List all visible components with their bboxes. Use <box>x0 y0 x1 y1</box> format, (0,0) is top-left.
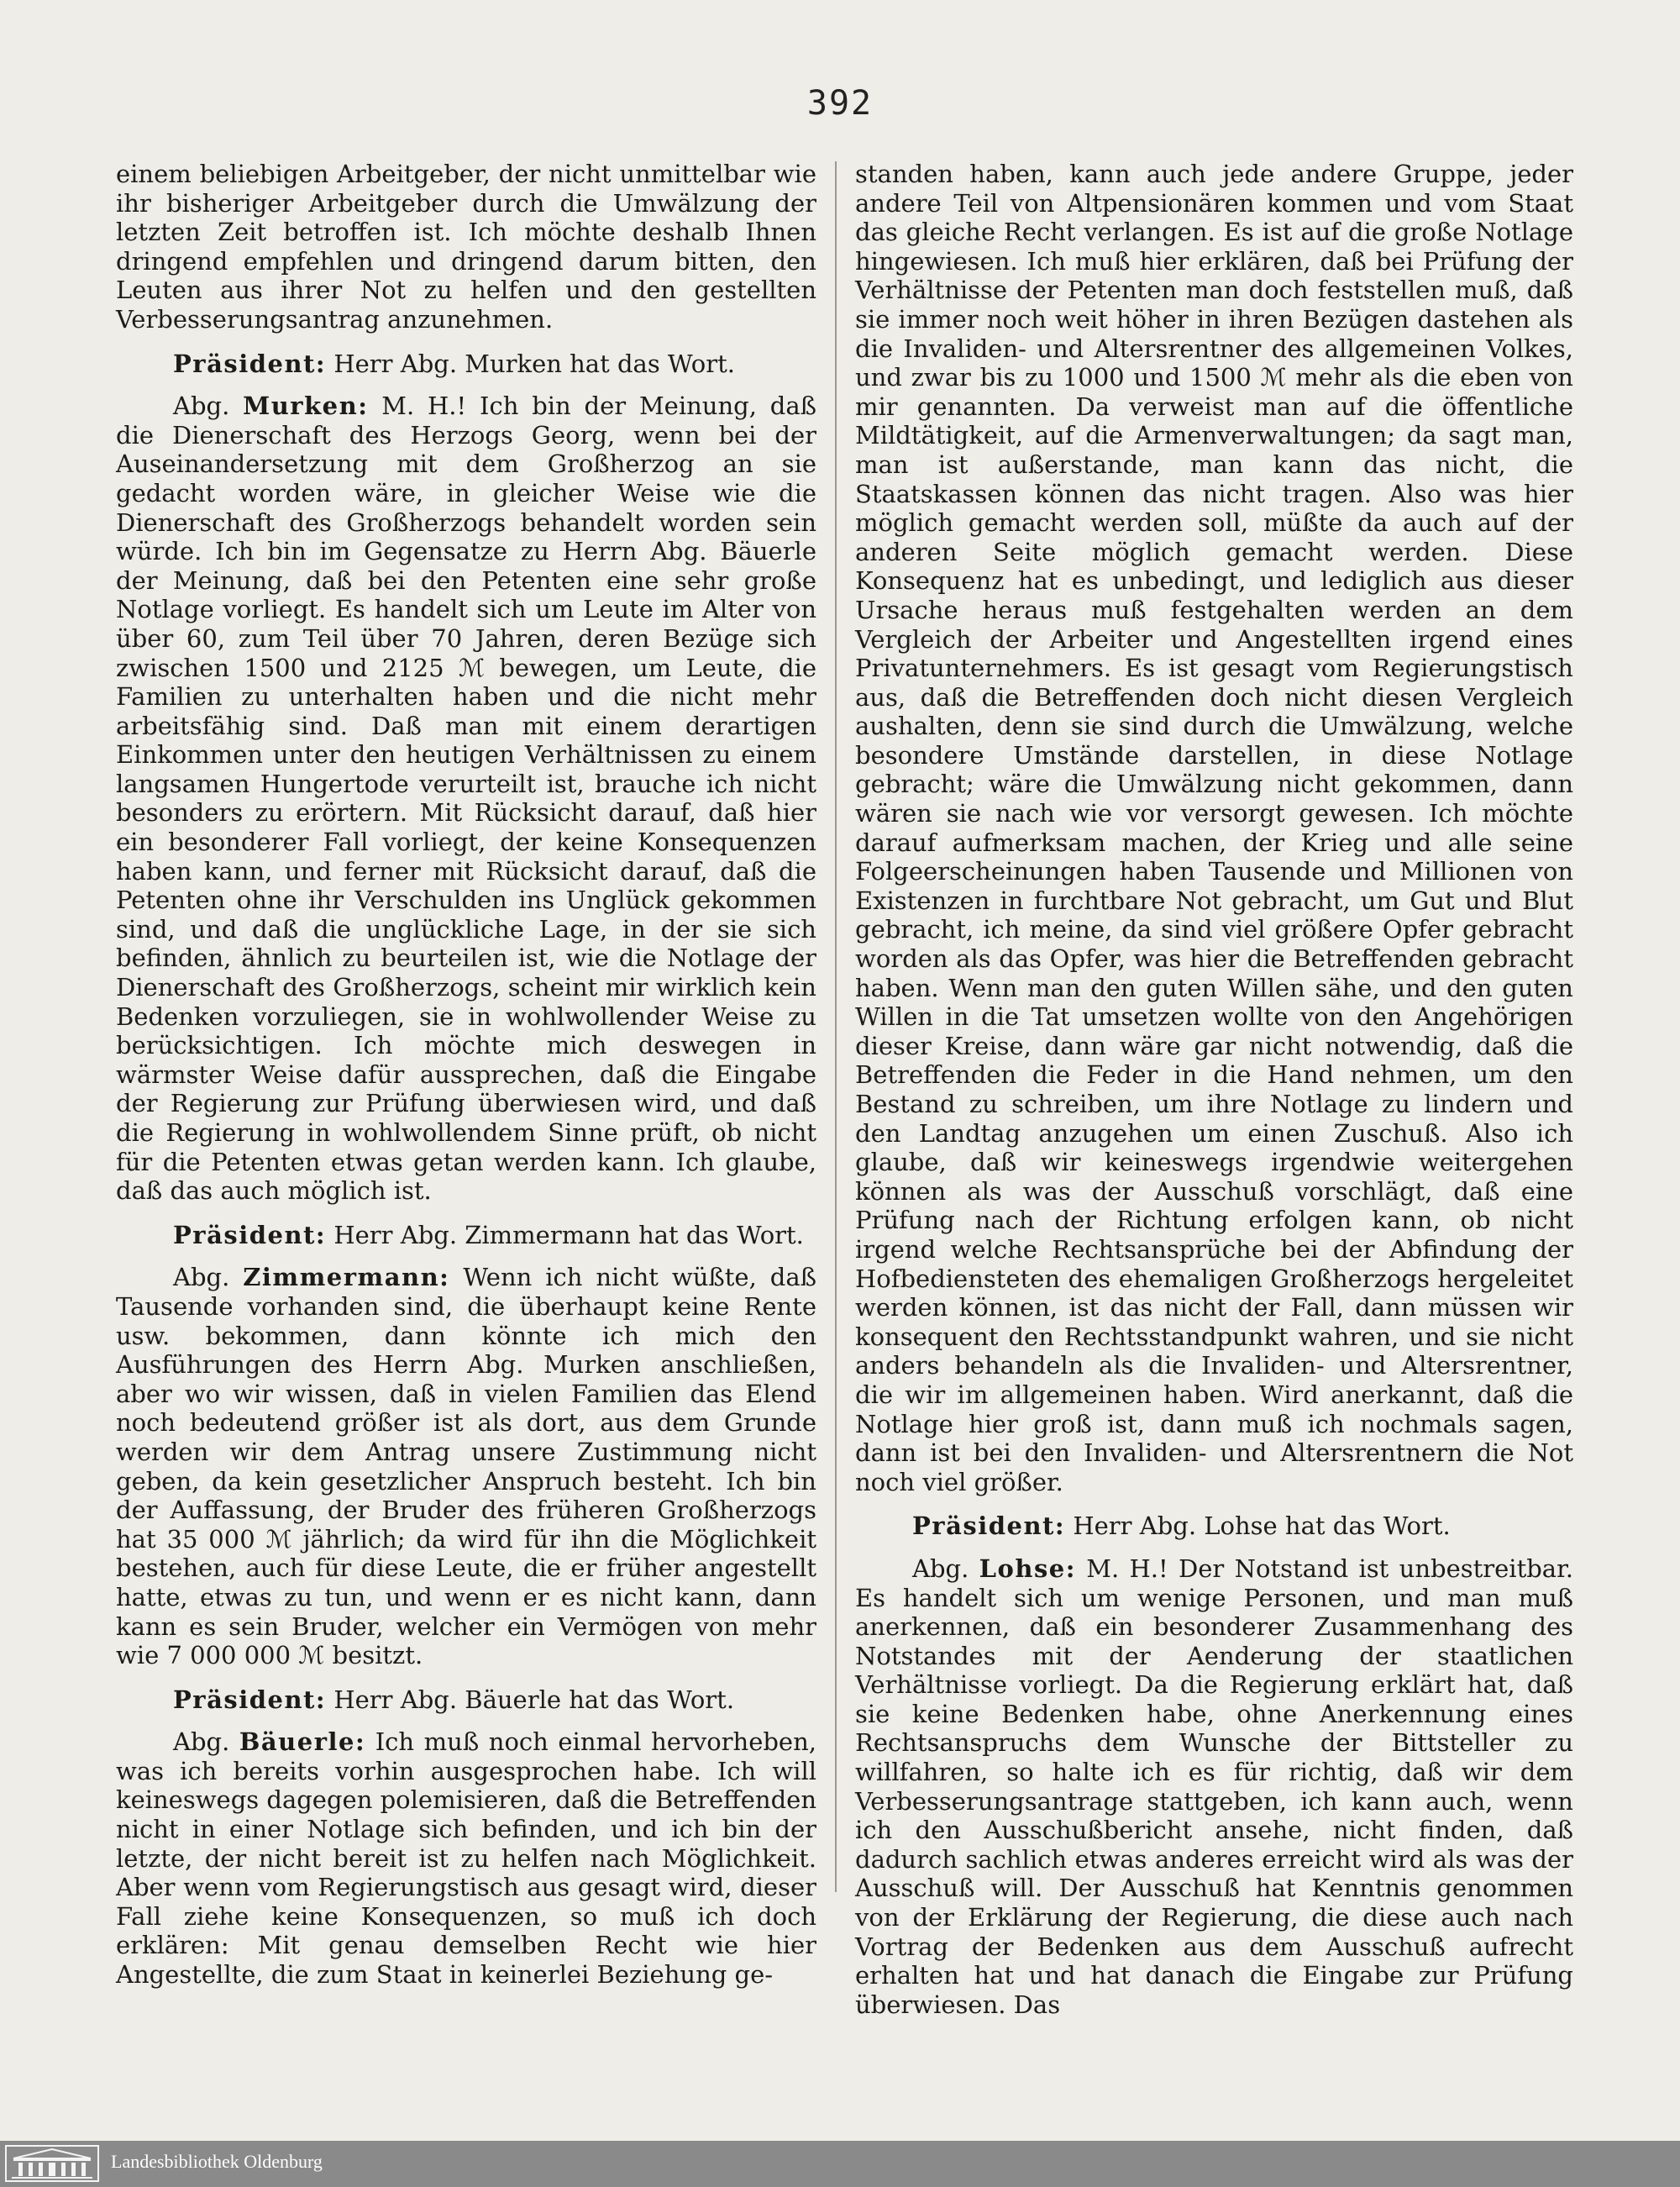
right-column <box>855 160 1573 2019</box>
speech-text: Herr Abg. Bäuerle hat das Wort. <box>326 1685 735 1714</box>
speech-text: Ich muß noch einmal hervorheben, was ich bereits vorhin ausgesprochen habe. Ich will keineswegs dagegen polemisieren, daß die Betreffenden nicht in einer Notlage sich befinden, und ich bin der letzte, der nicht bereit ist zu helfen nach Möglichkeit. Aber wenn vom Regierungstisch aus gesagt wird, dieser Fall ziehe keine Konsequenzen, so muß ich doch erklären: Mit genau demselben Recht wie hier Angestellte, die zum Staat in keinerlei Beziehung ge- <box>116 1727 816 1990</box>
speech-text: Herr Abg. Zimmermann hat das Wort. <box>326 1220 804 1249</box>
speaker-prefix: Abg. <box>173 392 244 421</box>
speech-text: Herr Abg. Murken hat das Wort. <box>326 349 735 378</box>
column-divider <box>835 161 837 1892</box>
president-line <box>855 1511 1573 1541</box>
speech-text: Herr Abg. Lohse hat das Wort. <box>1065 1511 1451 1541</box>
speech-text: M. H.! Der Notstand ist unbestreitbar. Es handelt sich um wenige Personen, und man muß anerkennen, daß ein besonderer Zusammenhang des Notstandes mit der Aenderung der staatlichen Verhältnisse vorliegt. Da die Regierung erklärt hat, daß sie keine Bedenken habe, ohne Anerkennung eines Rechtsanspruchs dem Wunsche der Bittsteller zu willfahren, so halte ich es für richtig, daß wir dem Verbesserungsantrage stattgeben, ich kann auch, wenn ich den Ausschußbericht ansehe, nicht finden, daß dadurch sachlich etwas anderes erreicht wird als was der Ausschuß will. Der Ausschuß hat Kenntnis genommen von der Erklärung der Regierung, die diese auch nach Vortrag der Bedenken aus dem Ausschuß aufrecht erhalten hat und hat danach die Eingabe zur Prüfung überwiesen. Das <box>855 1554 1573 2019</box>
speaker-name: Präsident: <box>912 1511 1066 1541</box>
speech-paragraph <box>116 392 816 1206</box>
speaker-prefix: Abg. <box>173 1263 244 1292</box>
speech-paragraph <box>116 1263 816 1669</box>
paragraph: standen haben, kann auch jede andere Gruppe, jeder andere Teil von Altpensionären kommen und vom Staat das gleiche Recht verlangen. Es ist auf die große Notlage hingewiesen. Ich muß hier erklären, daß bei Prüfung der Verhältnisse der Petenten man doch feststellen muß, daß sie immer noch weit höher in ihren Bezügen dastehen als die Invaliden- und Altersrentner des allgemeinen Volkes, und zwar bis zu 1000 und 1500 ℳ mehr als die eben von mir genannten. Da verweist man auf die öffentliche Mildtätigkeit, auf die Armenverwaltungen; da sagt man, man ist außerstande, man kann das nicht, die Staatskassen können das nicht tragen. Also was hier möglich gemacht werden soll, müßte da auch auf der anderen Seite möglich gemacht werden. Diese Konsequenz hat es unbedingt, und lediglich aus dieser Ursache heraus muß festgehalten werden an dem Vergleich der Arbeiter und Angestellten irgend eines Privatunternehmers. Es ist gesagt vom Regierungstisch aus, daß die Betreffenden doch nicht diesen Vergleich aushalten, denn sie sind durch die Umwälzung, welche besondere Umstände darstellen, in diese Notlage gebracht; wäre die Umwälzung nicht gekommen, dann wären sie nach wie vor versorgt gewesen. Ich möchte darauf aufmerksam machen, der Krieg und alle seine Folgeerscheinungen haben Tausende und Millionen von Existenzen in furchtbare Not gebracht, um Gut und Blut gebracht, ich meine, da sind viel größere Opfer gebracht worden als das Opfer, was hier die Betreffenden gebracht haben. Wenn man den guten Willen sähe, und den guten Willen in die Tat umsetzen wollte von den Angehörigen dieser Kreise, dann wäre gar nicht notwendig, daß die Betreffenden die Feder in die Hand nehmen, um den Bestand zu schreiben, um ihre Notlage zu lindern und den Landtag anzugehen um einen Zuschuß. Also ich glaube, daß wir keineswegs irgendwie weitergehen können als was der Ausschuß vorschlägt, daß eine Prüfung nach der Richtung erfolgen kann, ob nicht irgend welche Rechtsansprüche bei der Abfindung der Hofbediensteten des ehemaligen Großherzogs hergeleitet werden können, ist das nicht der Fall, dann müssen wir konsequent den Rechtsstandpunkt wahren, und sie nicht anders behandeln als die Invaliden- und Altersrentner, die wir im allgemeinen haben. Wird anerkannt, daß die Notlage hier groß ist, dann muß ich nochmals sagen, dann ist bei den Invaliden- und Altersrentnern die Not noch viel größer. <box>855 160 1573 1496</box>
speaker-name: Präsident: <box>173 1685 327 1714</box>
speaker-prefix: Abg. <box>173 1727 239 1757</box>
speech-paragraph <box>116 1727 816 1989</box>
library-building-icon <box>5 2145 99 2182</box>
paragraph: einem beliebigen Arbeitgeber, der nicht unmittelbar wie ihr bisheriger Arbeitgeber durch die Umwälzung der letzten Zeit betroffen ist. Ich möchte deshalb Ihnen dringend empfehlen und dringend darum bitten, den Leuten aus ihrer Not zu helfen und den gestellten Verbesserungsantrag anzunehmen. <box>116 160 816 334</box>
president-line <box>116 1685 816 1715</box>
speaker-name: Bäuerle: <box>239 1727 366 1757</box>
footer-bar <box>0 2141 1680 2187</box>
page-number: 392 <box>806 84 874 123</box>
speech-text: Wenn ich nicht wüßte, daß Tausende vorhanden sind, die überhaupt keine Rente usw. bekommen, dann könnte ich mich den Ausführungen des Herrn Abg. Murken anschließen, aber wo wir wissen, daß in vielen Familien das Elend noch bedeutend größer ist als dort, aus dem Grunde werden wir dem Antrag unsere Zustimmung nicht geben, da kein gesetzlicher Anspruch besteht. Ich bin der Auffassung, der Bruder des früheren Großherzogs hat 35 000 ℳ jährlich; da wird für ihn die Möglichkeit bestehen, auch für diese Leute, die er früher angestellt hatte, etwas zu tun, und wenn er es nicht kann, dann kann es sein Bruder, welcher ein Vermögen von mehr wie 7 000 000 ℳ besitzt. <box>116 1263 816 1670</box>
speech-text: M. H.! Ich bin der Meinung, daß die Dienerschaft des Herzogs Georg, wenn bei der Auseinandersetzung mit dem Großherzog an sie gedacht worden wäre, in gleicher Weise wie die Dienerschaft des Großherzogs behandelt worden sein würde. Ich bin im Gegensatze zu Herrn Abg. Bäuerle der Meinung, daß bei den Petenten eine sehr große Notlage vorliegt. Es handelt sich um Leute im Alter von über 60, zum Teil über 70 Jahren, deren Bezüge sich zwischen 1500 und 2125 ℳ bewegen, um Leute, die Familien zu unterhalten haben und die nicht mehr arbeitsfähig sind. Daß man mit einem derartigen Einkommen unter den heutigen Verhältnissen zu einem langsamen Hungertode verurteilt ist, brauche ich nicht besonders zu erörtern. Mit Rücksicht darauf, daß hier ein besonderer Fall vorliegt, der keine Konsequenzen haben kann, und ferner mit Rücksicht darauf, daß die Petenten ohne ihr Verschulden ins Unglück gekommen sind, und daß die unglückliche Lage, in der sie sich befinden, ähnlich zu beurteilen ist, wie die Notlage der Dienerschaft des Großherzogs, scheint mir wirklich kein Bedenken vorzuliegen, sie in wohlwollender Weise zu berücksichtigen. Ich möchte mich deswegen in wärmster Weise dafür aussprechen, daß die Eingabe der Regierung zur Prüfung überwiesen wird, und daß die Regierung in wohlwollendem Sinne prüft, ob nicht für die Petenten etwas getan werden kann. Ich glaube, daß das auch möglich ist. <box>116 392 816 1206</box>
speaker-name: Präsident: <box>173 1220 327 1249</box>
speech-paragraph <box>855 1554 1573 2020</box>
footer-library-name: Landesbibliothek Oldenburg <box>111 2151 323 2172</box>
speaker-prefix: Abg. <box>912 1554 979 1583</box>
speaker-name: Murken: <box>243 392 369 421</box>
president-line <box>116 1221 816 1250</box>
speaker-name: Präsident: <box>173 349 327 378</box>
left-column <box>116 160 816 1990</box>
president-line <box>116 350 816 379</box>
speaker-name: Zimmermann: <box>243 1263 450 1292</box>
speaker-name: Lohse: <box>979 1554 1076 1583</box>
